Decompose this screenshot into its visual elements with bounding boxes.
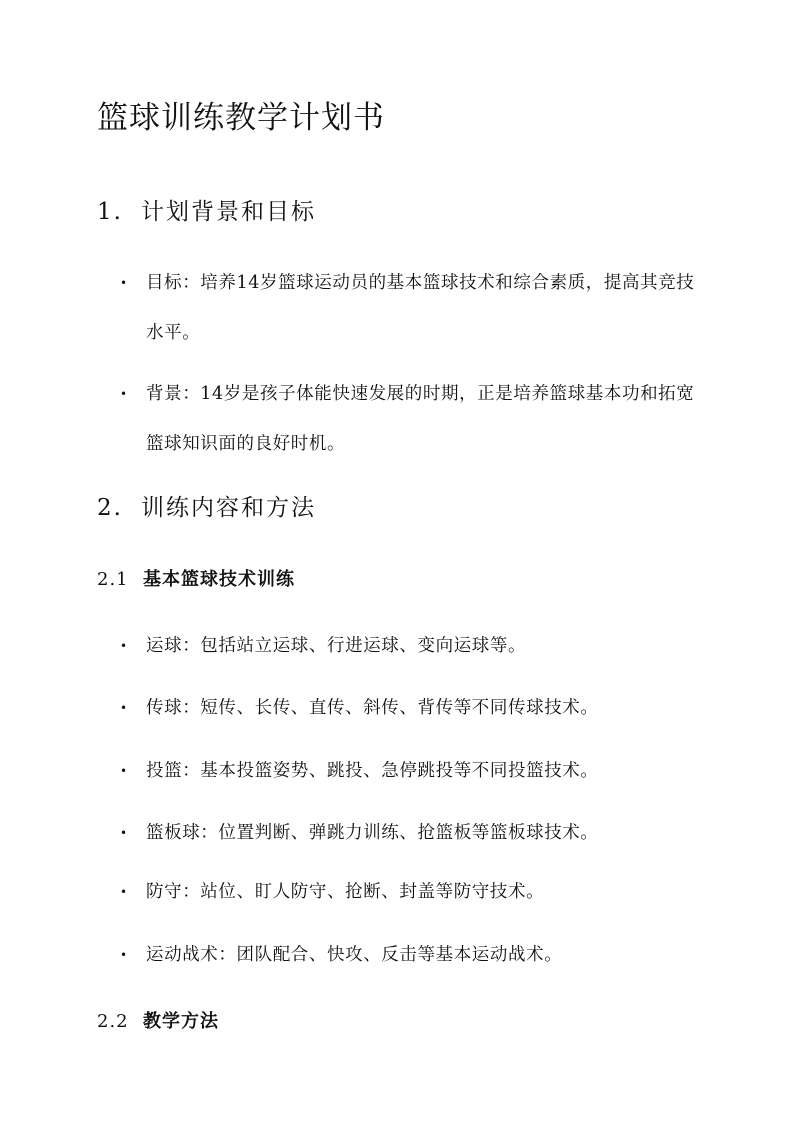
subsection-number: 2.1 (97, 569, 129, 590)
list-item-text: 防守：站位、盯人防守、抢断、封盖等防守技术。 (146, 882, 545, 902)
list-item-text: 运球：包括站立运球、行进运球、变向运球等。 (146, 636, 527, 656)
subsection-title: 教学方法 (143, 1011, 219, 1032)
list-item (120, 369, 700, 469)
list-item (120, 746, 700, 796)
bullet-icon: • (120, 276, 128, 290)
bullet-icon: • (120, 948, 128, 962)
list-item (120, 930, 700, 980)
list-item (120, 867, 700, 917)
list-item-text: 投篮：基本投篮姿势、跳投、急停跳投等不同投篮技术。 (146, 761, 599, 781)
list-item-text: 传球：短传、长传、直传、斜传、背传等不同传球技术。 (146, 698, 599, 718)
list-item (120, 258, 700, 358)
bullet-icon: • (120, 639, 128, 653)
list-item (120, 808, 700, 858)
section-number: 1. (97, 199, 123, 225)
list-item-text: 运动战术：团队配合、快攻、反击等基本运动战术。 (146, 945, 563, 965)
subsection-2-2-heading (97, 1009, 219, 1035)
bullet-icon: • (120, 764, 128, 778)
subsection-2-1-heading (97, 567, 295, 593)
subsection-number: 2.2 (97, 1011, 129, 1032)
bullet-icon: • (120, 701, 128, 715)
list-item (120, 621, 700, 671)
section-1-heading (97, 196, 316, 228)
list-item (120, 683, 700, 733)
bullet-icon: • (120, 826, 128, 840)
list-item-text: 篮板球：位置判断、弹跳力训练、抢篮板等篮板球技术。 (146, 823, 599, 843)
bullet-icon: • (120, 387, 128, 401)
list-item-text: 目标：培养14岁篮球运动员的基本篮球技术和综合素质，提高其竞技水平。 (146, 273, 695, 343)
section-number: 2. (97, 495, 123, 521)
subsection-title: 基本篮球技术训练 (143, 569, 295, 590)
section-2-heading (97, 492, 316, 524)
section-title: 训练内容和方法 (141, 495, 316, 521)
list-item-text: 背景：14岁是孩子体能快速发展的时期，正是培养篮球基本功和拓宽篮球知识面的良好时机。 (146, 384, 695, 454)
section-title: 计划背景和目标 (141, 199, 316, 225)
bullet-icon: • (120, 885, 128, 899)
document-title: 篮球训练教学计划书 (97, 100, 385, 136)
